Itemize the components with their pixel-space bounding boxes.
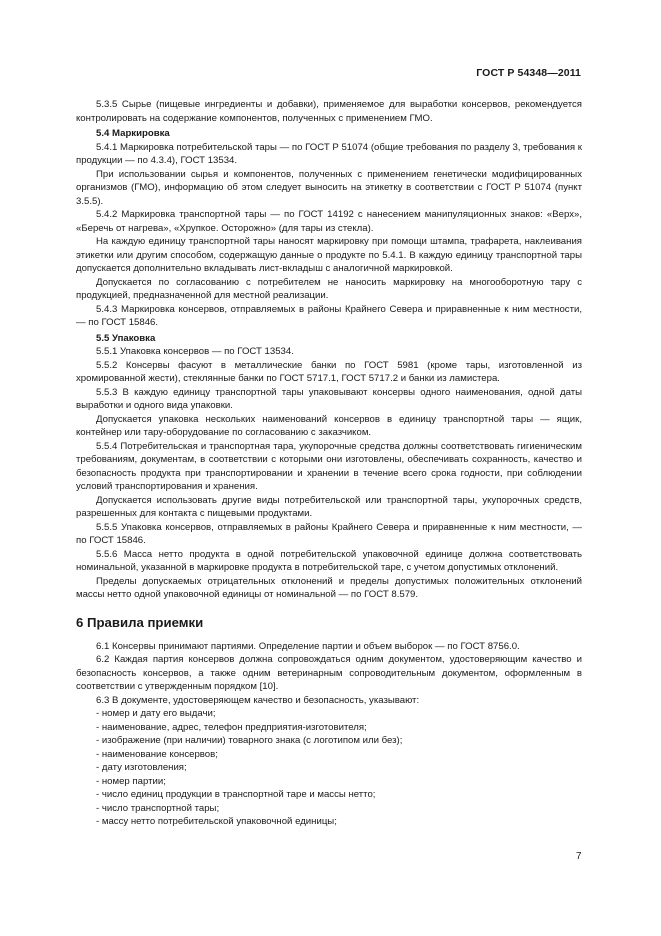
paragraph-5-4-1: 5.4.1 Маркировка потребительской тары — по ГОСТ Р 51074 (общие требования по разделу 3, требования к продукции — по 4.3.4), ГОСТ 13534. <box>76 141 582 166</box>
paragraph-5-4-2: 5.4.2 Маркировка транспортной тары — по ГОСТ 14192 с нанесением манипуляционных знаков: «Верх», «Беречь от нагрева», «Хрупкое. Осторожно» (для тары из стекла). <box>76 209 582 234</box>
list-item: - число транспортной тары; <box>96 802 220 814</box>
paragraph-5-5-5: 5.5.5 Упаковка консервов, отправляемых в районы Крайнего Севера и приравненные к ним местности, — по ГОСТ 15846. <box>76 521 582 546</box>
list-item: - наименование консервов; <box>96 748 218 760</box>
heading-5-4: 5.4 Маркировка <box>96 128 170 139</box>
paragraph-5-5-4: 5.5.4 Потребительская и транспортная тара, укупорочные средства должны соответствовать гигиеническим требованиям, документам, в соответствии с которыми они изготовлены, обеспечивать сохранность, качество и безопасность продукта при транспортировании и хранении в течение всего срока годности, при соблюдении условий транспортирования и хранения. <box>76 440 582 492</box>
paragraph-5-5-6: 5.5.6 Масса нетто продукта в одной потребительской упаковочной единице должна соответствовать номинальной, указанной в маркировке продукта в потребительской таре, с учетом допустимых отклонений. <box>76 548 582 573</box>
paragraph-other-packaging: Допускается использовать другие виды потребительской или транспортной тары, укупорочных средств, разрешенных для контакта с пищевыми продуктами. <box>76 494 582 519</box>
paragraph-5-5-1: 5.5.1 Упаковка консервов — по ГОСТ 13534. <box>96 346 294 357</box>
paragraph-multi-names: Допускается упаковка нескольких наименований консервов в единицу транспортной тары — ящик, контейнер или тару-оборудование по согласованию с заказчиком. <box>76 413 582 438</box>
paragraph-6-1: 6.1 Консервы принимают партиями. Определение партии и объем выборок — по ГОСТ 8756.0. <box>96 640 520 652</box>
list-item: - изображение (при наличии) товарного знака (с логотипом или без); <box>96 735 403 746</box>
paragraph-5-5-3: 5.5.3 В каждую единицу транспортной тары упаковывают консервы одного наименования, одной даты выработки и одного вида упаковки. <box>76 386 582 411</box>
document-body <box>76 98 582 829</box>
paragraph-deviation-limits: Пределы допускаемых отрицательных отклонений и пределы допустимых положительных отклонений массы нетто одной упаковочной единицы от номинальной — по ГОСТ 8.579. <box>76 575 582 600</box>
list-item: - дату изготовления; <box>96 762 187 773</box>
paragraph-local-sale: Допускается по согласованию с потребителем не наносить маркировку на многооборотную тару с продукцией, предназначенной для местной реализации. <box>76 276 582 301</box>
list-item: - число единиц продукции в транспортной таре и массы нетто; <box>96 789 376 800</box>
paragraph-6-2: 6.2 Каждая партия консервов должна сопровождаться одним документом, удостоверяющим качество и безопасность консервов, а также одним ветеринарным сопроводительным документом, оформленным в соответствии с утвержденным порядком [10]. <box>76 654 582 692</box>
paragraph-6-3: 6.3 В документе, удостоверяющем качество и безопасность, указывают: <box>96 694 420 706</box>
paragraph-transport-marking: На каждую единицу транспортной тары наносят маркировку при помощи штампа, трафарета, наклеивания этикетки или другим способом, содержащую данные о продукте по 5.4.1. В каждую единицу транспортной тары допускается дополнительно вкладывать лист-вкладыш с аналогичной маркировкой. <box>76 236 582 274</box>
heading-5-5: 5.5 Упаковка <box>96 332 156 344</box>
document-header-number: ГОСТ Р 54348—2011 <box>476 67 581 79</box>
paragraph-5-3-5: 5.3.5 Сырье (пищевые ингредиенты и добавки), применяемое для выработки консервов, рекомендуется контролировать на содержание компонентов, полученных с применением ГМО. <box>76 99 582 124</box>
document-list <box>76 707 582 829</box>
section-6-title: 6 Правила приемки <box>76 614 204 630</box>
paragraph-5-5-2: 5.5.2 Консервы фасуют в металлические банки по ГОСТ 5981 (кроме тары, изготовленной из хромированной жести), стеклянные банки по ГОСТ 5717.1, ГОСТ 5717.2 и банки из ламистера. <box>76 359 582 384</box>
list-item: - массу нетто потребительской упаковочной единицы; <box>96 816 337 827</box>
list-item: - номер партии; <box>96 775 166 787</box>
paragraph-5-4-3: 5.4.3 Маркировка консервов, отправляемых в районы Крайнего Севера и приравненные к ним местности, — по ГОСТ 15846. <box>76 303 582 328</box>
list-item: - номер и дату его выдачи; <box>96 708 216 719</box>
list-item: - наименование, адрес, телефон предприятия-изготовителя; <box>96 721 367 733</box>
page-number: 7 <box>576 851 582 862</box>
paragraph-gmo-labeling: При использовании сырья и компонентов, полученных с применением генетически модифицированных организмов (ГМО), информацию об этом следует выносить на этикетку в соответствии с ГОСТ Р 51074 (пункт 3.5.5). <box>76 168 582 207</box>
